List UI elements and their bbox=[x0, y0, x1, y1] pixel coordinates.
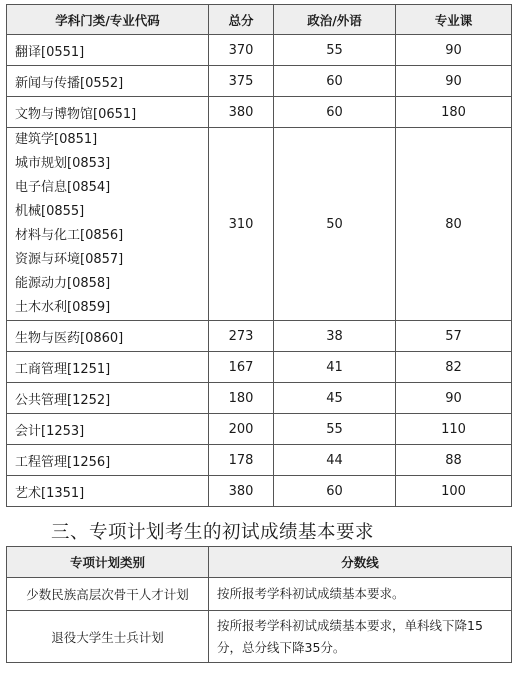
subject-item: 资源与环境[0857] bbox=[15, 252, 124, 267]
subject-item: 材料与化工[0856] bbox=[15, 228, 124, 243]
total-cell: 273 bbox=[209, 321, 274, 352]
subject-item: 土木水利[0859] bbox=[15, 300, 111, 315]
subject-item: 机械[0855] bbox=[15, 204, 85, 219]
subject-cell: 生物与医药[0860] bbox=[7, 321, 209, 352]
subject-item: 电子信息[0854] bbox=[15, 180, 111, 195]
header-subject-code: 学科门类/专业代码 bbox=[7, 5, 209, 35]
politics-foreign-cell: 60 bbox=[274, 66, 396, 97]
politics-foreign-cell: 55 bbox=[274, 35, 396, 66]
total-cell: 180 bbox=[209, 383, 274, 414]
total-cell: 310 bbox=[209, 128, 274, 321]
header-politics-foreign: 政治/外语 bbox=[274, 5, 396, 35]
major-cell: 80 bbox=[396, 128, 512, 321]
subject-cell: 文物与博物馆[0651] bbox=[7, 97, 209, 128]
plan-category-cell: 少数民族高层次骨干人才计划 bbox=[7, 578, 209, 611]
subject-item: 能源动力[0858] bbox=[15, 276, 111, 291]
subject-cell: 工程管理[1256] bbox=[7, 445, 209, 476]
score-line-cell: 按所报考学科初试成绩基本要求，单科线下降15分，总分线下降35分。 bbox=[209, 611, 512, 663]
major-cell: 90 bbox=[396, 35, 512, 66]
table-header-row bbox=[7, 547, 512, 578]
subject-cell: 翻译[0551] bbox=[7, 35, 209, 66]
total-cell: 380 bbox=[209, 97, 274, 128]
table-row-grouped bbox=[7, 128, 512, 321]
table-row bbox=[7, 321, 512, 352]
table-row bbox=[7, 35, 512, 66]
table-row bbox=[7, 445, 512, 476]
table-row bbox=[7, 476, 512, 507]
major-cell: 82 bbox=[396, 352, 512, 383]
politics-foreign-cell: 45 bbox=[274, 383, 396, 414]
major-cell: 110 bbox=[396, 414, 512, 445]
table-row bbox=[7, 97, 512, 128]
subject-cell: 工商管理[1251] bbox=[7, 352, 209, 383]
total-cell: 200 bbox=[209, 414, 274, 445]
total-cell: 167 bbox=[209, 352, 274, 383]
politics-foreign-cell: 60 bbox=[274, 476, 396, 507]
politics-foreign-cell: 41 bbox=[274, 352, 396, 383]
subject-cell: 会计[1253] bbox=[7, 414, 209, 445]
score-line-cell: 按所报考学科初试成绩基本要求。 bbox=[209, 578, 512, 611]
total-cell: 370 bbox=[209, 35, 274, 66]
major-cell: 88 bbox=[396, 445, 512, 476]
table-row bbox=[7, 383, 512, 414]
table-row bbox=[7, 578, 512, 611]
major-cell: 90 bbox=[396, 383, 512, 414]
subject-group-cell bbox=[7, 128, 209, 321]
major-cell: 100 bbox=[396, 476, 512, 507]
table-header-row bbox=[7, 5, 512, 35]
header-total: 总分 bbox=[209, 5, 274, 35]
table-row bbox=[7, 352, 512, 383]
major-cell: 180 bbox=[396, 97, 512, 128]
total-cell: 380 bbox=[209, 476, 274, 507]
table-row bbox=[7, 414, 512, 445]
header-major: 专业课 bbox=[396, 5, 512, 35]
header-score-line: 分数线 bbox=[209, 547, 512, 578]
section-title: 三、专项计划考生的初试成绩基本要求 bbox=[51, 522, 375, 543]
score-requirements-table bbox=[6, 4, 512, 507]
table-row bbox=[7, 66, 512, 97]
subject-item: 建筑学[0851] bbox=[15, 132, 98, 147]
plan-category-cell: 退役大学生士兵计划 bbox=[7, 611, 209, 663]
politics-foreign-cell: 55 bbox=[274, 414, 396, 445]
subject-cell: 新闻与传播[0552] bbox=[7, 66, 209, 97]
total-cell: 375 bbox=[209, 66, 274, 97]
politics-foreign-cell: 38 bbox=[274, 321, 396, 352]
major-cell: 57 bbox=[396, 321, 512, 352]
major-cell: 90 bbox=[396, 66, 512, 97]
politics-foreign-cell: 50 bbox=[274, 128, 396, 321]
subject-item: 城市规划[0853] bbox=[15, 156, 111, 171]
subject-cell: 公共管理[1252] bbox=[7, 383, 209, 414]
table-row bbox=[7, 611, 512, 663]
special-plan-table bbox=[6, 546, 512, 663]
total-cell: 178 bbox=[209, 445, 274, 476]
politics-foreign-cell: 44 bbox=[274, 445, 396, 476]
subject-cell: 艺术[1351] bbox=[7, 476, 209, 507]
header-plan-category: 专项计划类别 bbox=[7, 547, 209, 578]
politics-foreign-cell: 60 bbox=[274, 97, 396, 128]
